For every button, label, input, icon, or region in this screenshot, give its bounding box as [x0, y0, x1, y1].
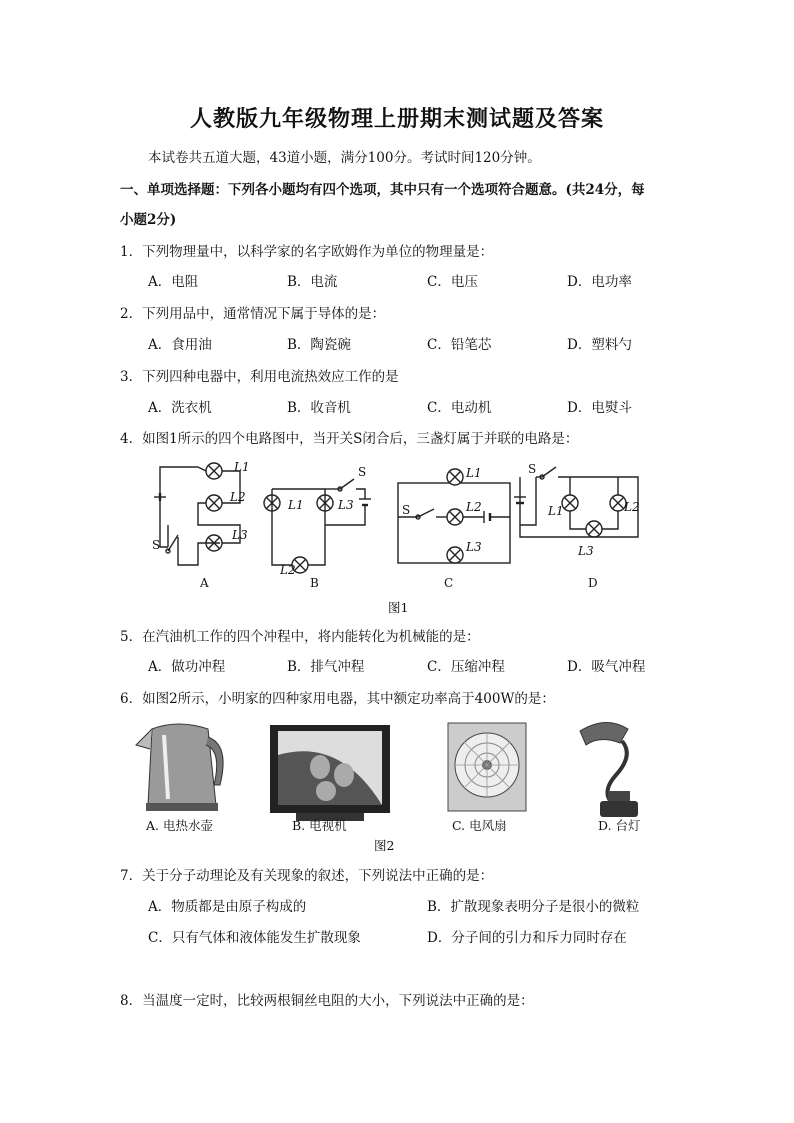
q1-option-a: A．电阻 [148, 274, 199, 290]
figure2-item-d: D. 台灯 [598, 818, 641, 833]
circuit-d [514, 467, 638, 537]
desk-lamp-image [580, 722, 638, 817]
q2-option-d: D．塑料勺 [567, 337, 632, 353]
circuit-c [398, 469, 510, 563]
q1-option-c: C．电压 [427, 274, 478, 290]
lamp-label-a3: L3 [232, 528, 248, 542]
q2-option-c: C．铅笔芯 [427, 337, 492, 353]
figure-2-caption: 图2 [374, 838, 395, 853]
kettle-image [136, 724, 223, 811]
question-3: 3．下列四种电器中，利用电流热效应工作的是 [120, 369, 399, 385]
lamp-label-b1: L1 [288, 498, 304, 512]
question-2: 2．下列用品中，通常情况下属于导体的是： [120, 306, 386, 322]
q3-option-b: B．收音机 [287, 400, 351, 416]
figure-1-circuits [150, 455, 660, 615]
question-5: 5．在汽油机工作的四个冲程中，将内能转化为机械能的是： [120, 629, 480, 645]
q5-option-d: D．吸气冲程 [567, 659, 646, 675]
q7-option-b: B．扩散现象表明分子是很小的微粒 [427, 899, 640, 915]
q5-option-c: C．压缩冲程 [427, 659, 505, 675]
q1-option-d: D．电功率 [567, 274, 632, 290]
figure1-label-d: D [588, 576, 598, 590]
q7-option-c: C．只有气体和液体能发生扩散现象 [148, 930, 361, 946]
lamp-label-b2: L2 [280, 563, 296, 577]
section-heading: 一、单项选择题：下列各小题均有四个选项，其中只有一个选项符合题意。(共24分，每 [120, 182, 645, 198]
section-heading-cont: 小题2分) [120, 212, 177, 228]
lamp-label-d1: L1 [548, 504, 564, 518]
q3-option-d: D．电熨斗 [567, 400, 632, 416]
figure-1-caption: 图1 [388, 600, 409, 615]
lamp-label-b3: L3 [338, 498, 354, 512]
figure2-item-b: B. 电视机 [292, 818, 347, 833]
q7-option-d: D．分子间的引力和斥力同时存在 [427, 930, 627, 946]
question-1: 1．下列物理量中，以科学家的名字欧姆作为单位的物理量是： [120, 244, 494, 260]
q2-option-a: A．食用油 [148, 337, 212, 353]
figure2-item-c: C. 电风扇 [452, 818, 507, 833]
switch-label-a: S [152, 538, 161, 552]
exam-intro: 本试卷共五道大题，43道小题，满分100分。考试时间120分钟。 [148, 150, 541, 166]
q2-option-b: B．陶瓷碗 [287, 337, 351, 353]
q5-option-b: B．排气冲程 [287, 659, 365, 675]
lamp-label-c2: L2 [466, 500, 482, 514]
question-6: 6．如图2所示，小明家的四种家用电器，其中额定功率高于400W的是： [120, 691, 555, 707]
switch-label-b: S [358, 465, 367, 479]
question-7: 7．关于分子动理论及有关现象的叙述，下列说法中正确的是： [120, 868, 494, 884]
switch-label-c: S [402, 503, 411, 517]
question-8: 8．当温度一定时，比较两根铜丝电阻的大小，下列说法中正确的是： [120, 993, 534, 1009]
question-4: 4．如图1所示的四个电路图中，当开关S闭合后，三盏灯属于并联的电路是： [120, 431, 579, 447]
tv-image [270, 725, 390, 821]
lamp-label-a2: L2 [230, 490, 246, 504]
figure1-label-c: C [444, 576, 454, 590]
figure1-label-a: A [200, 576, 209, 590]
lamp-label-c1: L1 [466, 466, 482, 480]
lamp-label-d2: L2 [624, 500, 640, 514]
circuit-b [264, 479, 371, 573]
figure2-item-a: A. 电热水壶 [146, 818, 213, 833]
switch-label-d: S [528, 462, 537, 476]
q3-option-c: C．电动机 [427, 400, 492, 416]
lamp-label-c3: L3 [466, 540, 482, 554]
lamp-label-d3: L3 [578, 544, 594, 558]
q7-option-a: A．物质都是由原子构成的 [148, 899, 307, 915]
lamp-label-a1: L1 [234, 460, 250, 474]
figure1-label-b: B [310, 576, 319, 590]
fan-image [448, 723, 526, 811]
page-title: 人教版九年级物理上册期末测试题及答案 [189, 106, 604, 132]
q1-option-b: B．电流 [287, 274, 338, 290]
q5-option-a: A．做功冲程 [148, 659, 226, 675]
q3-option-a: A．洗衣机 [148, 400, 212, 416]
circuit-a [154, 463, 240, 565]
